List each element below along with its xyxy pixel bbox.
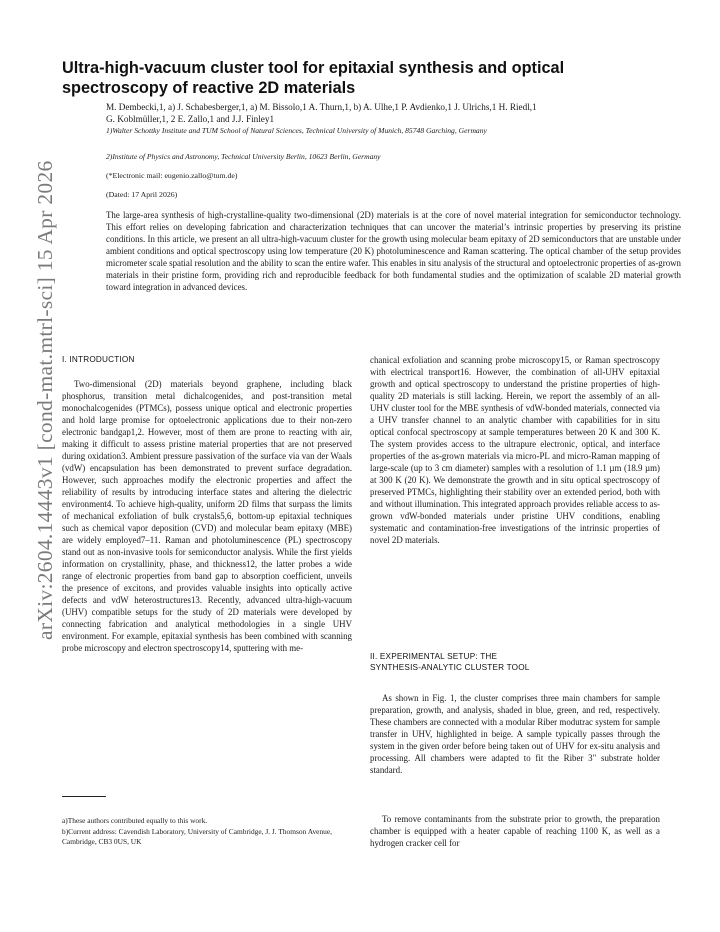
affiliation-2: 2)Institute of Physics and Astronomy, Technical University Berlin, 10623 Berlin, Germany	[106, 152, 381, 161]
affiliation-1: 1)Walter Schottky Institute and TUM School of Natural Sciences, Technical University of Munich, 85748 Garching, Germany	[106, 126, 487, 135]
setup-paragraph-2: To remove contaminants from the substrate prior to growth, the preparation chamber is equipped with a heater capable of reaching 1100 K, as well as a hydrogen cracker cell for	[370, 814, 660, 848]
intro-paragraph-continued: chanical exfoliation and scanning probe microscopy15, or Raman spectroscopy with electrical transport16. However, the combination of all-UHV epitaxial growth and optical spectroscopy to understand the pristine properties of high-quality 2D materials is still lacking. Herein, we report the assembly of an all-UHV cluster tool for the MBE synthesis of vdW-bonded materials, connected via a UHV transfer channel to an analytic chamber with capabilities for in situ optical confocal spectroscopy at sample temperatures between 20 K and 300 K. The system provides access to the ultrapure electronic, optical, and interface properties of the as-grown materials via micro-PL and micro-Raman mapping of large-scale (up to 3 cm diameter) samples with a resolution of 1.1 µm (18.9 µm) at 300 K (20 K). We demonstrate the growth and in situ optical spectroscopy of preserved PTMCs, highlighting their stability over an extended period, both with and without illumination. This integrated approach provides reliable access to as-grown vdW-bonded materials under pristine UHV conditions, enabling systematic and contamination-free investigations of the intrinsic properties of novel 2D materials.	[370, 355, 660, 545]
arxiv-identifier-stamp: arXiv:2604.14443v1 [cond-mat.mtrl-sci] 15 Apr 2026	[33, 160, 57, 640]
authors-line-1: M. Dembecki,1, a) J. Schabesberger,1, a) M. Bissolo,1 A. Thurn,1, b) A. Ulhe,1 P. Avdienko,1 J. Ulrichs,1 H. Riedl,1	[106, 102, 537, 112]
footnote-equal-contribution: a)These authors contributed equally to this work.	[62, 816, 208, 825]
corresponding-email: (*Electronic mail: eugenio.zallo@tum.de)	[106, 171, 238, 180]
authors-line-2: G. Koblmüller,1, 2 E. Zallo,1 and J.J. Finley1	[106, 114, 275, 124]
setup-paragraph-1: As shown in Fig. 1, the cluster comprises three main chambers for sample preparation, growth, and analysis, shaded in blue, green, and red, respectively. These chambers are connected with a modular Riber modutrac system for sample transfer in UHV, highlighted in beige. A sample typically passes through the system in the given order before being taken out of UHV for ex-situ analysis and processing. All chambers were adapted to fit the Riber 3" substrate holder standard.	[370, 693, 660, 775]
paper-title: Ultra-high-vacuum cluster tool for epitaxial synthesis and optical spectroscopy of reactive 2D materials	[62, 59, 565, 97]
section-heading-experimental-setup	[370, 652, 530, 673]
section-heading-line-2: SYNTHESIS-ANALYTIC CLUSTER TOOL	[370, 662, 530, 672]
date-line: (Dated: 17 April 2026)	[106, 190, 178, 199]
footnote-rule	[62, 796, 106, 797]
section-heading-introduction: I. INTRODUCTION	[62, 355, 135, 364]
section-heading-line-1: II. EXPERIMENTAL SETUP: THE	[370, 652, 498, 661]
abstract: The large-area synthesis of high-crystalline-quality two-dimensional (2D) materials is at the core of novel material integration for semiconductor technology. This effort relies on developing fabrication and characterization techniques that can uncover the material’s intrinsic properties by preserving its pristine conditions. In this article, we present an all ultra-high-vacuum cluster for the growth using molecular beam epitaxy of 2D semiconductors that are unstable under ambient conditions and optical spectroscopy using low temperature (20 K) photoluminescence and Raman scattering. The optical chamber of the setup provides micrometer scale spatial resolution and the ability to scan the entire wafer. This enables in situ analysis of the structural and optoelectronic properties of as-grown materials in their pristine form, providing rich and reproducible feedback for both fundamental studies and the optimization of scalable 2D material growth toward integration in advanced devices.	[106, 210, 681, 292]
footnote-current-address: b)Current address: Cavendish Laboratory, University of Cambridge, J. J. Thomson Avenue, Cambridge, CB3 0US, UK	[62, 827, 332, 846]
intro-paragraph: Two-dimensional (2D) materials beyond graphene, including black phosphorus, transition metal dichalcogenides, and post-transition metal monochalcogenides (PTMCs), possess unique optical and electronic properties and hold large promise for optoelectronic applications due to their non-zero electronic bandgap1,2. However, most of them are prone to reacting with air, making it difficult to assess pristine material properties that are not preserved during oxidation3. Ambient pressure passivation of the surface via van der Waals (vdW) encapsulation has been demonstrated to prevent surface degradation. However, such approaches modify the electronic properties and affect the reliability of results by introducing interface states and altering the dielectric environment4. To achieve high-quality, uniform 2D films that surpass the limits of mechanical exfoliation of bulk crystals5,6, bottom-up epitaxial techniques such as chemical vapor deposition (CVD) and molecular beam epitaxy (MBE) are widely employed7–11. Raman and photoluminescence (PL) spectroscopy stand out as non-invasive tools for semiconductor analysis. While the first yields information on crystallinity, phase, and thickness12, the latter probes a wide range of electronic properties from band gap to absorption coefficient, unveils the presence of excitons, and provides valuable insights into optically active defects and vdW heterostructures13. Recently, advanced ultra-high-vacuum (UHV) compatible setups for the study of 2D materials were developed by connecting fabrication and analytical methodologies in a single UHV environment. For example, epitaxial synthesis has been combined with scanning probe microscopy and electron spectroscopy14, sputtering with me-	[62, 379, 352, 653]
author-list	[106, 101, 681, 125]
